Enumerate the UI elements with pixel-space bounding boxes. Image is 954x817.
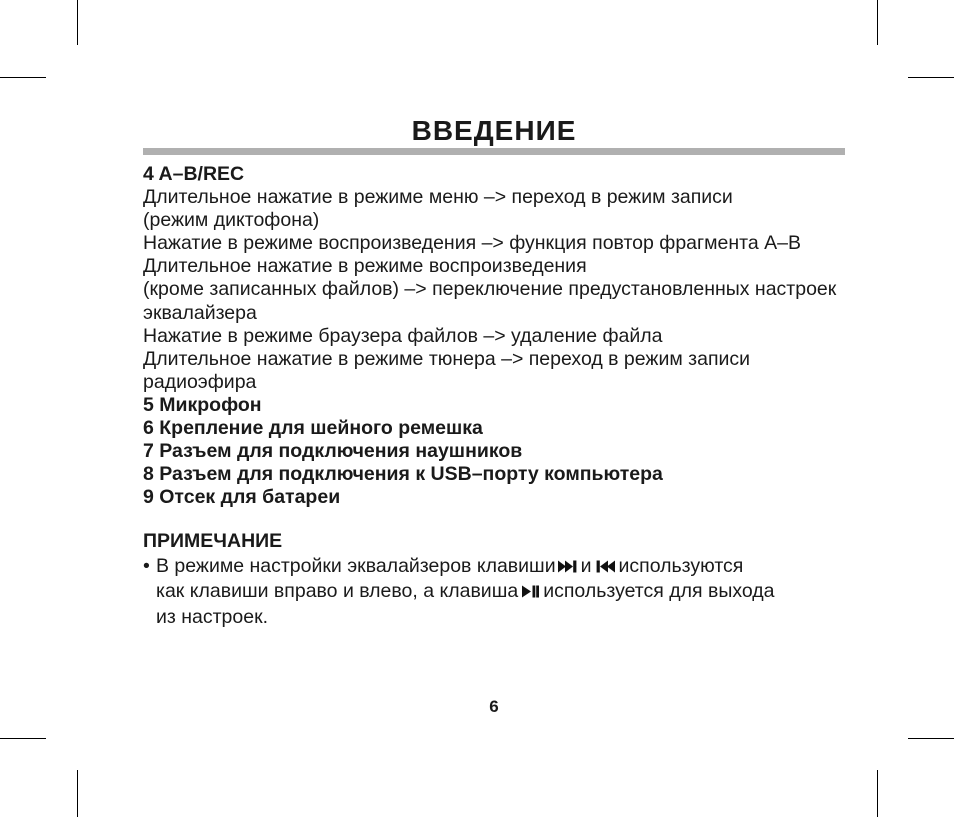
body-line: Длительное нажатие в режиме воспроизведения: [143, 255, 587, 278]
numbered-item-6: 6 Крепление для шейного ремешка: [143, 417, 483, 440]
body-line: (кроме записанных файлов) –> переключение предустановленных настроек: [143, 278, 837, 301]
body-line: эквалайзера: [143, 301, 257, 324]
body-line: Нажатие в режиме воспроизведения –> функция повтор фрагмента A–B: [143, 232, 801, 255]
body-line: Нажатие в режиме браузера файлов –> удаление файла: [143, 324, 663, 347]
note-line-3: из настроек.: [156, 605, 269, 628]
numbered-item-8: 8 Разъем для подключения к USB–порту компьютера: [143, 463, 663, 486]
numbered-item-7: 7 Разъем для подключения наушников: [143, 440, 523, 463]
next-track-icon: [558, 555, 577, 580]
note-line-2: как клавиши вправо и влево, а клавиша используется для выхода: [156, 579, 845, 605]
body-line: Длительное нажатие в режиме тюнера –> переход в режим записи: [143, 347, 751, 370]
crop-mark-top-left-horizontal: [0, 77, 46, 78]
previous-track-icon: [596, 555, 615, 580]
crop-mark-bottom-right-vertical: [877, 770, 878, 817]
page-number: 6: [489, 697, 499, 716]
note-paragraph: [143, 554, 845, 630]
crop-mark-top-right-horizontal: [908, 77, 954, 78]
note-heading: ПРИМЕЧАНИЕ: [143, 530, 283, 553]
body-line: Длительное нажатие в режиме меню –> переход в режим записи: [143, 186, 733, 209]
crop-mark-top-right-vertical: [877, 0, 878, 45]
crop-mark-bottom-right-horizontal: [908, 738, 954, 739]
page-title: ВВЕДЕНИЕ: [411, 115, 577, 146]
bullet-marker: •: [143, 554, 150, 577]
play-pause-icon: [522, 580, 539, 605]
section-heading: 4 A–B/REC: [143, 163, 245, 185]
title-rule: [143, 148, 845, 155]
crop-mark-bottom-left-horizontal: [0, 738, 46, 739]
numbered-item-5: 5 Микрофон: [143, 393, 262, 416]
body-line: (режим диктофона): [143, 209, 320, 232]
note-line-1: В режиме настройки эквалайзеров клавиши и используются: [156, 554, 845, 580]
crop-mark-top-left-vertical: [77, 0, 78, 45]
crop-mark-bottom-left-vertical: [77, 770, 78, 817]
numbered-item-9: 9 Отсек для батареи: [143, 486, 341, 509]
manual-page: [143, 114, 845, 629]
body-line: радиоэфира: [143, 370, 257, 393]
